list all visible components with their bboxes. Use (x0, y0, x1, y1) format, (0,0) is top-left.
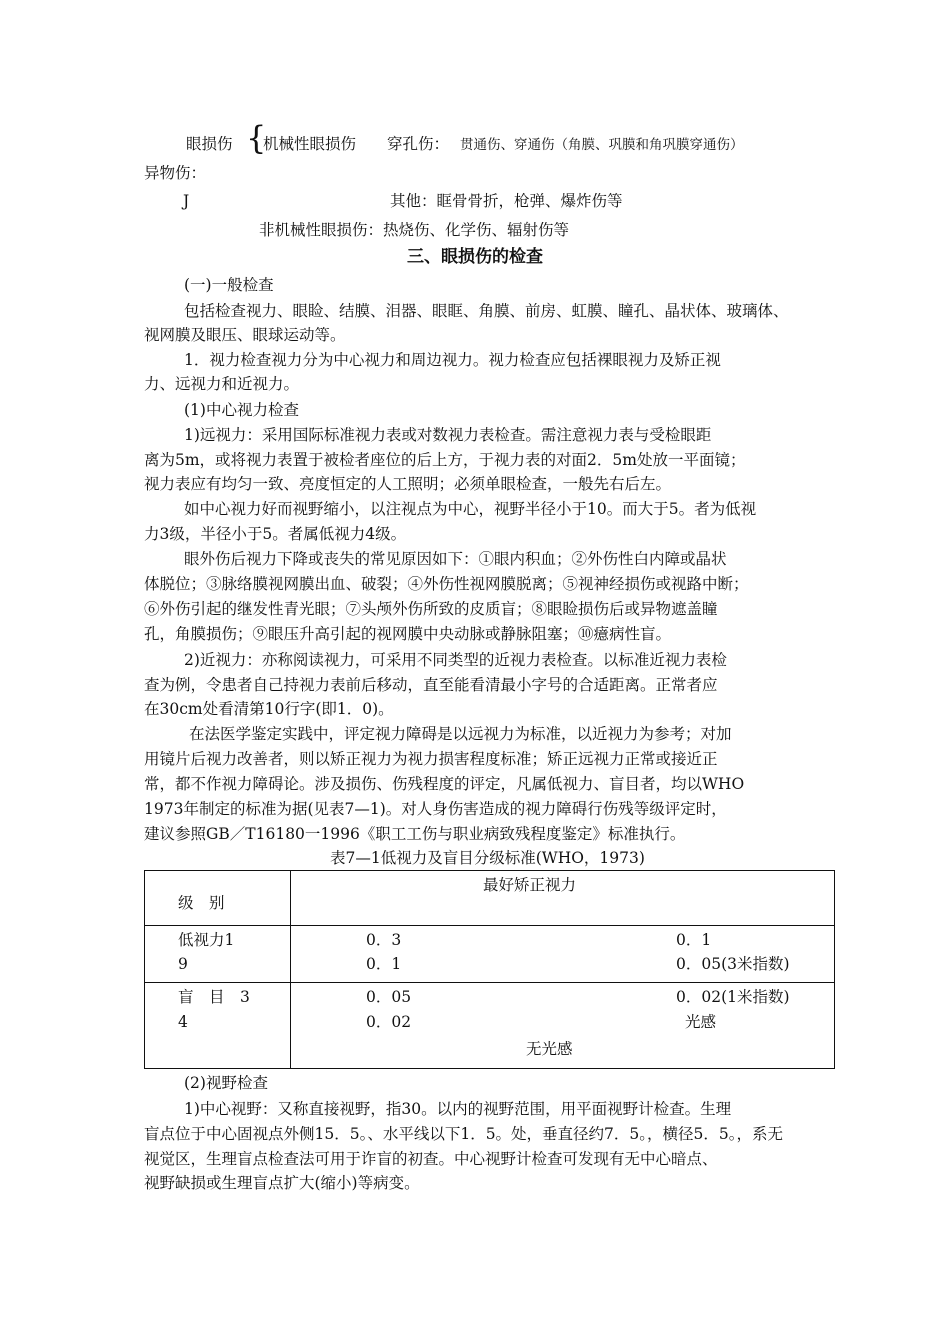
vision-exam-para-line: 1．视力检查视力分为中心视力和周边视力。视力检查应包括裸眼视力及矫正视 (184, 351, 721, 369)
penetrating-injury-label: 穿孔伤： (387, 135, 450, 153)
low-vision-blindness-table (144, 870, 835, 1069)
table-row (145, 926, 835, 983)
near-vision-para-line: 在30cm处看清第10行字(即1．0)。 (144, 700, 394, 718)
vision-value: 0．1 (366, 955, 402, 973)
table-header-row (145, 871, 835, 926)
header-vision-text: 最好矫正视力 (483, 876, 577, 894)
forensic-para-line: 建议参照GB／T16180一1996《职工工伤与职业病致残程度鉴定》标准执行。 (144, 825, 686, 843)
near-vision-para-line: 2)近视力：亦称阅读视力，可采用不同类型的近视力表检查。以标准近视力表检 (184, 651, 727, 669)
near-vision-para-line: 查为例，令患者自己持视力表前后移动，直至能看清最小字号的合适距离。正常者应 (144, 676, 718, 694)
vision-loss-causes-line: 体脱位；③脉络膜视网膜出血、破裂；④外伤性视网膜脱离；⑤视神经损伤或视路中断； (144, 575, 749, 593)
header-grade-text: 级 别 (178, 894, 225, 912)
row-grade-text: 4 (178, 1013, 188, 1031)
vision-loss-causes-line: ⑥外伤引起的继发性青光眼；⑦头颅外伤所致的皮质盲；⑧眼睑损伤后或异物遮盖瞳 (144, 600, 718, 618)
injury-classification-prefix: 眼损伤 (186, 135, 233, 153)
vision-loss-causes-line: 眼外伤后视力下降或丧失的常见原因如下：①眼内积血；②外伤性白内障或晶状 (184, 550, 727, 568)
vision-value: 0．1 (676, 931, 712, 949)
forensic-para-line: 常，都不作视力障碍论。涉及损伤、伤残程度的评定，凡属低视力、盲目者，均以WHO (144, 775, 745, 793)
visual-field-para-line: 视野缺损或生理盲点扩大(缩小)等病变。 (144, 1174, 420, 1192)
vision-exam-para-line: 力、远视力和近视力。 (144, 375, 300, 393)
vision-value: 0．05(3米指数) (676, 955, 790, 973)
central-vision-title: (1)中心视力检查 (184, 401, 299, 419)
foreign-body-injury-label: 异物伤： (144, 164, 207, 182)
mechanical-injury-label: 机械性眼损伤 (263, 135, 357, 153)
vision-value: 0．02(1米指数) (676, 988, 790, 1006)
row-grade-cell (145, 926, 291, 983)
row-grade-cell (145, 983, 291, 1069)
far-vision-para-line: 视力表应有均匀一致、亮度恒定的人工照明；必须单眼检查，一般先右后左。 (144, 475, 672, 493)
penetrating-injury-detail: 贯通伤、穿通伤（角膜、巩膜和角巩膜穿通伤） (460, 137, 744, 153)
far-vision-para-line: 离为5m，或将视力表置于被检者座位的后上方，于视力表的对面2．5m处放一平面镜； (144, 451, 746, 469)
header-vision-cell (291, 871, 835, 926)
visual-field-title: (2)视野检查 (184, 1074, 268, 1092)
table-row (145, 983, 835, 1069)
low-vision-para-line: 力3级，半径小于5。者属低视力4级。 (144, 525, 407, 543)
row-grade-text: 9 (178, 955, 188, 973)
section-heading: 三、眼损伤的检查 (407, 247, 543, 267)
row-vision-cell (291, 926, 835, 983)
header-grade-cell (145, 871, 291, 926)
vision-loss-causes-line: 孔，角膜损伤；⑨眼压升高引起的视网膜中央动脉或静脉阻塞；⑩癔病性盲。 (144, 625, 672, 643)
general-exam-title: (一)一般检查 (184, 276, 274, 294)
vision-value: 光感 (685, 1013, 717, 1031)
row-grade-text: 盲 目 3 (178, 988, 250, 1006)
stray-mark: J (183, 192, 190, 210)
visual-field-para-line: 盲点位于中心固视点外侧15．5。、水平线以下1．5。处，垂直径约7．5。，横径5．5。，系无 (144, 1125, 784, 1143)
table-caption: 表7—1低视力及盲目分级标准(WHO，1973) (330, 849, 645, 867)
forensic-para-line: 1973年制定的标准为据(见表7—1)。对人身伤害造成的视力障碍行伤残等级评定时， (144, 800, 727, 818)
vision-value: 0．05 (366, 988, 412, 1006)
vision-value: 0．02 (366, 1013, 412, 1031)
row-vision-cell (291, 983, 835, 1069)
non-mechanical-injury-line: 非机械性眼损伤：热烧伤、化学伤、辐射伤等 (259, 221, 570, 239)
visual-field-para-line: 视觉区，生理盲点检查法可用于诈盲的初查。中心视野计检查可发现有无中心暗点、 (144, 1150, 718, 1168)
brace-symbol: { (246, 119, 267, 157)
vision-value: 无光感 (526, 1040, 573, 1058)
forensic-para-line: 在法医学鉴定实践中，评定视力障碍是以远视力为标准，以近视力为参考；对加 (189, 725, 732, 743)
vision-value: 0．3 (366, 931, 402, 949)
other-injury-line: 其他：眶骨骨折，枪弹、爆炸伤等 (390, 192, 623, 210)
low-vision-para-line: 如中心视力好而视野缩小，以注视点为中心，视野半径小于10。而大于5。者为低视 (184, 500, 757, 518)
far-vision-para-line: 1)远视力：采用国际标准视力表或对数视力表检查。需注意视力表与受检眼距 (184, 426, 712, 444)
visual-field-para-line: 1)中心视野：又称直接视野，指30。以内的视野范围，用平面视野计检查。生理 (184, 1100, 732, 1118)
general-exam-para-line: 视网膜及眼压、眼球运动等。 (144, 326, 346, 344)
general-exam-para-line: 包括检查视力、眼睑、结膜、泪器、眼眶、角膜、前房、虹膜、瞳孔、晶状体、玻璃体、 (184, 302, 789, 320)
row-grade-text: 低视力1 (178, 931, 235, 949)
forensic-para-line: 用镜片后视力改善者，则以矫正视力为视力损害程度标准；矫正远视力正常或接近正 (144, 750, 718, 768)
